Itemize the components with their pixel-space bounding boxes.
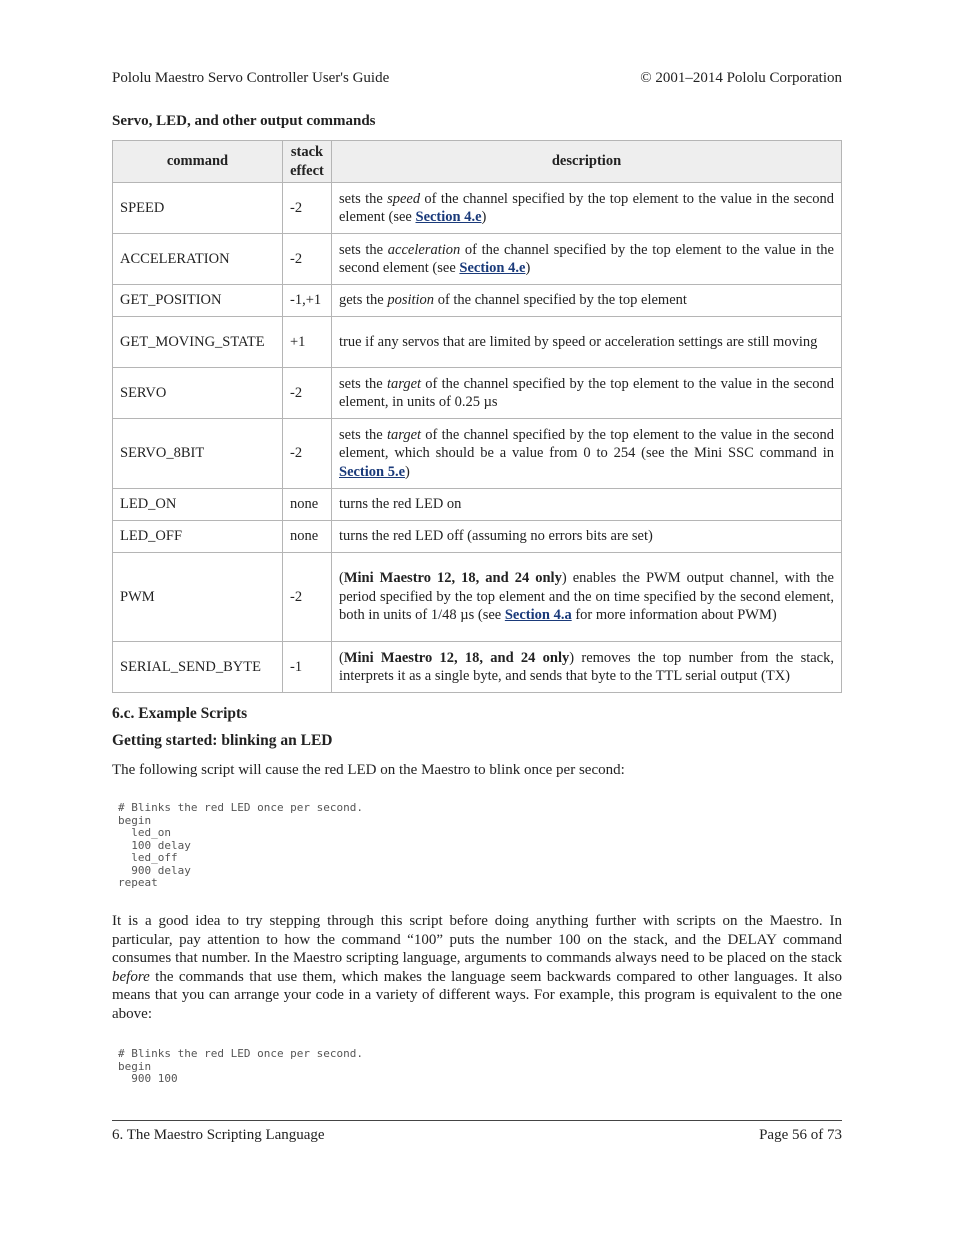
description-text: of the channel specified by the top element to the value in the second element (see xyxy=(339,190,834,225)
description-emphasis: acceleration xyxy=(387,241,461,258)
section-link[interactable]: Section 5.e xyxy=(339,463,406,480)
description-emphasis: target xyxy=(386,426,422,443)
description-text: true if any servos that are limited by speed or acceleration settings are still moving xyxy=(339,333,818,350)
description-text: gets the xyxy=(339,292,388,309)
code-block-1: # Blinks the red LED once per second. begin led_on 100 delay led_off 900 delay repeat xyxy=(118,801,364,889)
command-cell: GET_POSITION xyxy=(113,285,283,317)
stack-effect-cell: -2 xyxy=(283,419,332,489)
table-header-row xyxy=(113,141,842,183)
stack-effect-cell: -2 xyxy=(283,234,332,285)
stack-effect-cell: +1 xyxy=(283,317,332,368)
description-text: of the channel specified by the top element xyxy=(434,292,687,309)
description-cell xyxy=(332,183,842,234)
description-emphasis: speed xyxy=(387,190,421,207)
column-header-description: description xyxy=(332,141,842,183)
command-cell: PWM xyxy=(113,553,283,642)
description-text: sets the xyxy=(339,426,387,443)
stack-effect-cell: -2 xyxy=(283,553,332,642)
stack-effect-cell: -1,+1 xyxy=(283,285,332,317)
section-link[interactable]: Section 4.e xyxy=(459,260,526,276)
column-header-stack-effect-label: stack effect xyxy=(290,144,324,179)
section-title: Servo, LED, and other output commands xyxy=(112,113,376,129)
command-cell: LED_ON xyxy=(113,489,283,521)
command-cell: SPEED xyxy=(113,183,283,234)
page-footer xyxy=(112,1127,842,1147)
description-text: sets the xyxy=(339,190,388,207)
page-header xyxy=(112,70,842,90)
footer-page-number: Page 56 of 73 xyxy=(759,1127,842,1143)
table-row xyxy=(113,521,842,553)
table-row xyxy=(113,489,842,521)
code-block-2: # Blinks the red LED once per second. begin 900 100 xyxy=(118,1047,364,1085)
description-bold: Mini Maestro 12, 18, and 24 only xyxy=(343,570,562,587)
description-text: for more information about PWM) xyxy=(571,607,777,624)
description-text: sets the xyxy=(339,375,387,392)
description-text: ( xyxy=(339,570,344,587)
description-text: ( xyxy=(339,649,344,666)
description-text: of the channel specified by the top element to the value in the second element (see xyxy=(339,241,834,276)
explanation-emphasis: before xyxy=(112,968,150,985)
description-emphasis: position xyxy=(387,292,435,309)
description-cell xyxy=(332,368,842,419)
description-text: turns the red LED off (assuming no errors bits are set) xyxy=(339,528,653,545)
table-row xyxy=(113,368,842,419)
description-cell xyxy=(332,642,842,693)
description-bold: Mini Maestro 12, 18, and 24 only xyxy=(343,649,570,666)
getting-started-heading: Getting started: blinking an LED xyxy=(112,732,333,749)
section-link[interactable]: Section 4.a xyxy=(504,607,572,624)
table-row xyxy=(113,183,842,234)
command-cell: SERVO xyxy=(113,368,283,419)
intro-paragraph: The following script will cause the red LED on the Maestro to blink once per second: xyxy=(112,762,625,778)
explanation-text-2: the commands that use them, which makes the language seem backwards compared to other languages. It also means that you can arrange your code in a variety of different ways. For example, this program is equivalent to the one above: xyxy=(112,968,842,1022)
description-cell xyxy=(332,521,842,553)
footer-chapter: 6. The Maestro Scripting Language xyxy=(112,1127,325,1143)
table-row xyxy=(113,553,842,642)
description-text: of the channel specified by the top element to the value in the second element, in units of 0.25 µs xyxy=(339,375,834,410)
header-title: Pololu Maestro Servo Controller User's Guide xyxy=(112,70,390,86)
description-cell xyxy=(332,419,842,489)
commands-table xyxy=(112,140,842,693)
description-text: ) removes the top number from the stack, interprets it as a single byte, and sends that byte to the TTL serial output (TX) xyxy=(339,649,834,684)
description-text: ) xyxy=(405,463,410,480)
command-cell: SERVO_8BIT xyxy=(113,419,283,489)
command-cell: SERIAL_SEND_BYTE xyxy=(113,642,283,693)
column-header-command: command xyxy=(113,141,283,183)
table-row xyxy=(113,285,842,317)
description-text: of the channel specified by the top element to the value in the second element, which should be a value from 0 to 254 (see the Mini SSC command in xyxy=(339,426,834,462)
column-header-stack-effect xyxy=(283,141,332,183)
command-cell: LED_OFF xyxy=(113,521,283,553)
description-text: ) enables the PWM output channel, with the period specified by the top element and the on time specified by the second element, both in units of 1/48 µs (see xyxy=(339,570,834,624)
section-link[interactable]: Section 4.e xyxy=(415,209,482,225)
description-cell xyxy=(332,489,842,521)
explanation-paragraph xyxy=(112,912,842,1023)
description-emphasis: target xyxy=(386,375,422,392)
description-text: sets the xyxy=(339,241,388,258)
table-row xyxy=(113,234,842,285)
description-text: ) xyxy=(481,209,487,225)
command-cell: ACCELERATION xyxy=(113,234,283,285)
stack-effect-cell: -1 xyxy=(283,642,332,693)
description-cell xyxy=(332,317,842,368)
stack-effect-cell: none xyxy=(283,521,332,553)
command-cell: GET_MOVING_STATE xyxy=(113,317,283,368)
description-text: ) xyxy=(525,260,531,276)
example-scripts-heading: 6.c. Example Scripts xyxy=(112,705,248,722)
description-cell xyxy=(332,553,842,642)
table-row xyxy=(113,642,842,693)
table-row xyxy=(113,317,842,368)
explanation-text-1: It is a good idea to try stepping through this script before doing anything further with scripts on the Maestro. In particular, pay attention to how the command “100” puts the number 100 on the stack, and the DELAY command consumes that number. In the Maestro scripting language, arguments to commands always need to be placed on the stack xyxy=(112,913,842,966)
stack-effect-cell: -2 xyxy=(283,368,332,419)
description-text: turns the red LED on xyxy=(339,496,462,513)
footer-divider xyxy=(112,1120,842,1121)
header-copyright: © 2001–2014 Pololu Corporation xyxy=(640,70,842,86)
table-row xyxy=(113,419,842,489)
stack-effect-cell: -2 xyxy=(283,183,332,234)
description-cell xyxy=(332,234,842,285)
description-cell xyxy=(332,285,842,317)
stack-effect-cell: none xyxy=(283,489,332,521)
